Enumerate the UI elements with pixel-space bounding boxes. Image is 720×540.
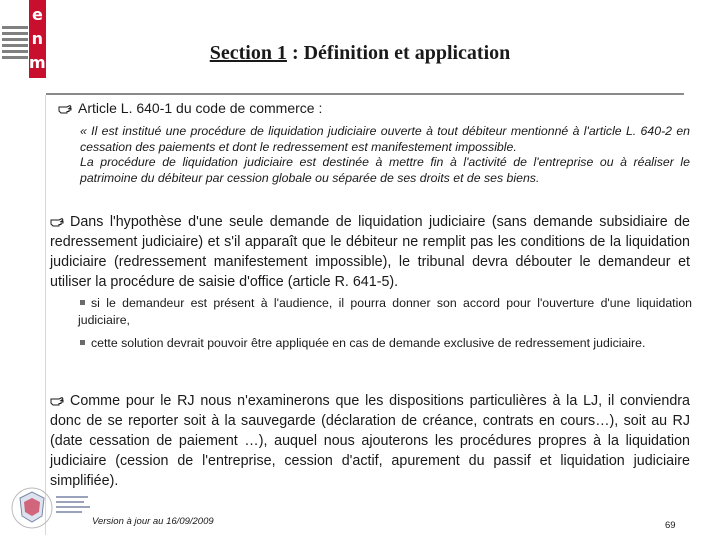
- ministry-emblem-logo: [6, 482, 96, 532]
- bullet-rj: [50, 391, 690, 491]
- version-note: Version à jour au 16/09/2009: [92, 516, 214, 527]
- bullet-hypothesis-text: Dans l'hypothèse d'une seule demande de liquidation judiciaire (sans demande subsidiaire de redressement judiciaire) et s'il apparaît que le débiteur ne remplit pas les conditions de la liquidation judiciaire (redressement manifestement impossible), le tribunal devra débouter le demandeur et utiliser la procédure de saisie d'office (article R. 641-5).: [50, 214, 690, 290]
- logo-building-icon: [0, 4, 29, 76]
- logo-letter-n: n: [31, 29, 44, 48]
- sub-bullet: [78, 335, 692, 352]
- sub-bullet: [78, 295, 692, 329]
- square-bullet-icon: [80, 340, 85, 345]
- title-rest: : Définition et application: [286, 42, 511, 64]
- quote-paragraph: « Il est institué une procédure de liquidation judiciaire ouverte à tout débiteur mentionné à l'article L. 640-2 en cessation des paiements et dont le redressement est manifestement impossible.: [80, 124, 690, 154]
- article-quote: [80, 124, 690, 186]
- quote-paragraph: La procédure de liquidation judiciaire est destinée à mettre fin à l'activité de l'entreprise ou à réaliser le patrimoine du débiteur par cession globale ou séparée de ses droits et de ses biens.: [80, 155, 690, 185]
- bullet-hypothesis: [50, 212, 690, 292]
- pointing-hand-icon: [50, 396, 64, 406]
- left-rule: [45, 95, 46, 535]
- sub-bullet-text: si le demandeur est présent à l'audience, il pourra donner son accord pour l'ouverture d'une liquidation judiciaire,: [78, 296, 692, 327]
- slide-title: [0, 42, 720, 65]
- title-divider: [46, 93, 684, 95]
- square-bullet-icon: [80, 300, 85, 305]
- bullet-rj-text: Comme pour le RJ nous n'examinerons que les dispositions particulières à la LJ, il conviendra donc de se reporter soit à la sauvegarde (déclaration de créance, contrats en cours…), soit au RJ (date cessation de paiement …), auquel nous ajouterons les procédures propres à la liquidation judiciaire (cession de l'entreprise, cession d'actif, apurement du passif et liquidation judiciaire simplifiée).: [50, 393, 690, 489]
- page-number: 69: [665, 520, 676, 531]
- bullet-article: [58, 99, 688, 117]
- pointing-hand-icon: [50, 217, 64, 227]
- enm-logo: [0, 0, 46, 78]
- title-section: Section 1: [209, 42, 287, 64]
- logo-letter-e: e: [31, 5, 43, 24]
- sub-bullet-text: cette solution devrait pouvoir être appliquée en cas de demande exclusive de redressement judiciaire.: [91, 336, 646, 350]
- bullet-article-text: Article L. 640-1 du code de commerce :: [78, 100, 323, 116]
- pointing-hand-icon: [58, 104, 72, 114]
- logo-letter-m: m: [29, 53, 46, 72]
- logo-red-band: [29, 0, 46, 78]
